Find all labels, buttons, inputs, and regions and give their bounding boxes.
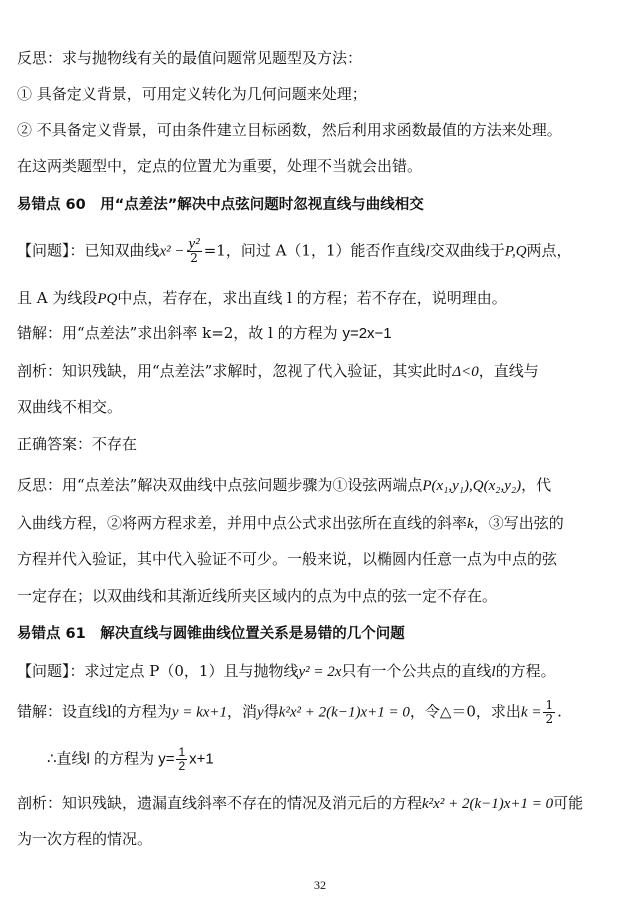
therefore-line (47, 746, 623, 773)
problem-text: 且 A 为线段 (17, 289, 98, 307)
problem-text: ，问过 A（1，1）能否作直线 (225, 241, 426, 260)
page-number: 32 (314, 878, 326, 892)
reflection-text: ，③写出弦的 (473, 514, 564, 532)
line-symbol: l (425, 243, 430, 260)
problem-text: 只有一个公共点的直线 (341, 662, 492, 680)
reflection2-line-2 (17, 513, 623, 534)
discriminant-condition: Δ<0 (452, 364, 479, 380)
problem-text: 两点， (526, 241, 572, 260)
reflection2-line-4: 一定存在；以双曲线和其渐近线所夹区域内的点为中点的弦一定不存在。 (17, 587, 498, 605)
hyperbola-eq-part: x² − (159, 243, 185, 260)
fraction-denominator: 2 (178, 759, 186, 773)
analysis-text: 剖析：知识残缺，遗漏直线斜率不存在的情况及消元后的方程 (17, 794, 423, 812)
hyperbola-eq-rhs: =1 (203, 241, 226, 260)
analysis-text: 可能 (553, 794, 584, 812)
fraction-numerator: y² (188, 236, 200, 252)
problem-line-1 (17, 238, 623, 265)
slope-k: k = (520, 704, 542, 721)
reflection-line-1: 反思：求与抛物线有关的最值问题常见题型及方法： (17, 49, 363, 67)
line-symbol: l (491, 664, 496, 680)
reflection2-line-3: 方程并代入验证，其中代入验证不可少。一般来说，以椭圆内任意一点为中点的弦 (17, 550, 558, 568)
analysis-text: 剖析：知识残缺，用“点差法”求解时，忽视了代入验证，其实此时 (17, 362, 453, 380)
wrong-solution-text: 错解：设直线l的方程为 (17, 702, 172, 721)
problem-text: 中点，若存在，求出直线 l 的方程；若不存在，说明理由。 (117, 289, 507, 307)
wrong-solution-text: ，令△＝0，求出 (409, 702, 521, 721)
fraction-denominator: 2 (545, 712, 554, 726)
method-item-2: ② 不具备定义背景，可由条件建立目标函数，然后利用求函数最值的方法来处理。 (17, 121, 562, 139)
method-item-1: ① 具备定义背景，可用定义转化为几何问题来处理； (17, 85, 367, 103)
fraction (187, 238, 202, 265)
slope-symbol: k (467, 516, 474, 532)
analysis2-line-1 (17, 793, 623, 814)
fraction (543, 699, 555, 726)
points-pq: P,Q (504, 243, 527, 260)
problem2-line (17, 661, 623, 682)
endpoint-coordinates: P(x₁,y₁),Q(x₂,y₂) (422, 478, 522, 494)
reflection-text: 反思：用“点差法”解决双曲线中点弦问题步骤为①设弦两端点 (17, 476, 423, 494)
section-heading-60: 易错点 60 用“点差法”解决中点弦问题时忽视直线与曲线相交 (17, 197, 424, 213)
fraction-denominator: 2 (187, 251, 202, 265)
segment-pq: PQ (97, 291, 118, 307)
variable-y: y (257, 704, 264, 721)
reflection-line-4: 在这两类题型中，定点的位置尤为重要，处理不当就会出错。 (17, 157, 423, 175)
analysis-text: ，直线与 (478, 362, 539, 380)
section-heading-61: 易错点 61 解决直线与圆锥曲线位置关系是易错的几个问题 (17, 626, 405, 642)
correct-answer: 正确答案：不存在 (17, 435, 138, 453)
fraction-numerator: 1 (545, 698, 554, 712)
quadratic-equation: k²x² + 2(k−1)x+1 = 0 (278, 704, 410, 721)
reflection-text: ，代 (521, 476, 552, 494)
problem-text: 的方程。 (495, 662, 556, 680)
period: . (557, 702, 562, 721)
fraction (176, 746, 187, 773)
parabola-equation: y² = 2x (298, 664, 342, 680)
reflection2-line-1 (17, 475, 623, 496)
reflection-text: 入曲线方程，②将两方程求差，并用中点公式求出弦所在直线的斜率 (17, 514, 468, 532)
analysis2-line-2: 为一次方程的情况。 (17, 830, 153, 848)
fraction-numerator: 1 (178, 745, 186, 759)
quadratic-equation: k²x² + 2(k−1)x+1 = 0 (422, 796, 554, 812)
wrong-solution2-line (17, 699, 623, 726)
wrong-solution-text: 得 (263, 702, 279, 721)
therefore-text: x+1 (189, 750, 214, 768)
problem-text: 【问题】：求过定点 P（0，1）且与抛物线 (17, 662, 299, 680)
therefore-text: ∴直线l 的方程为 y= (47, 750, 175, 768)
wrong-solution-equation: y=2x−1 (342, 325, 392, 342)
line-equation: y = kx+1 (171, 704, 228, 721)
wrong-solution-text: ，消 (227, 702, 258, 721)
problem-text: 【问题】：已知双曲线 (17, 241, 160, 260)
analysis-line-1 (17, 361, 623, 382)
wrong-solution-text: 错解：用“点差法”求出斜率 k=2，故 l 的方程为 (17, 324, 338, 342)
problem-line-2 (17, 288, 623, 309)
wrong-solution-line (17, 323, 623, 344)
problem-text: 交双曲线于 (429, 241, 505, 260)
analysis-line-2: 双曲线不相交。 (17, 398, 123, 416)
